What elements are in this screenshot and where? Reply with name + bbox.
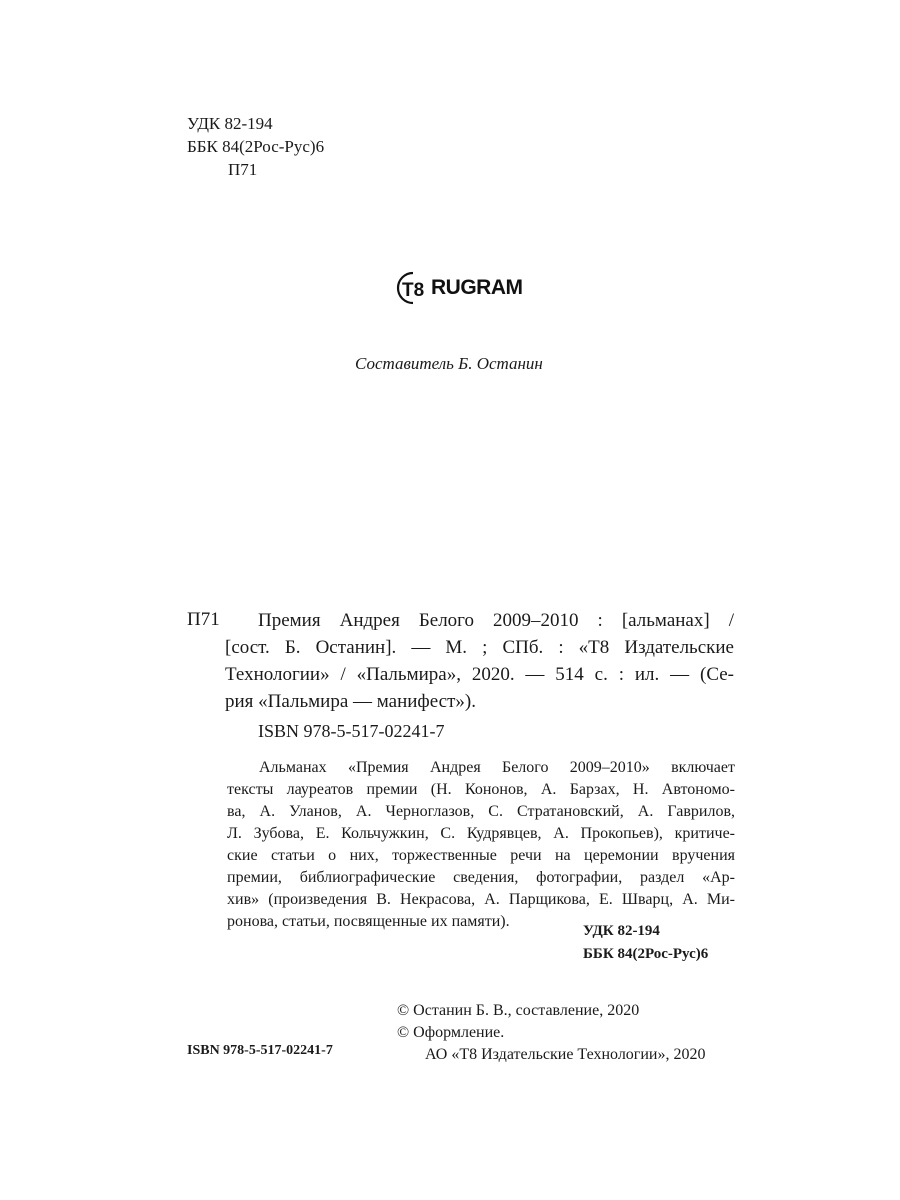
copyright-publisher: АО «Т8 Издательские Технологии», 2020 — [425, 1046, 706, 1063]
record-line: рия «Пальмира — манифест»). — [225, 691, 476, 712]
footer-udk-code: УДК 82-194 — [583, 923, 660, 939]
author-sign: П71 — [228, 160, 258, 179]
copyright-compiler: © Останин Б. В., составление, 2020 — [397, 1002, 640, 1019]
record-line: Технологии» / «Пальмира», 2020. — 514 с. : ил. — (Се- — [225, 664, 734, 685]
copyright-design: © Оформление. — [397, 1024, 505, 1041]
annotation — [227, 757, 735, 933]
publisher-logo — [393, 268, 523, 308]
bibliographic-record — [225, 607, 734, 715]
annotation-line: ские статьи о них, торжественные речи на церемонии вручения — [227, 847, 735, 864]
logo-mark: T8 — [402, 280, 425, 301]
annotation-line: хив» (произведения В. Некрасова, А. Парщикова, Е. Шварц, А. Ми- — [227, 891, 735, 908]
logo-text: RUGRAM — [431, 276, 523, 299]
annotation-line: премии, библиографические сведения, фотографии, раздел «Ар- — [227, 869, 735, 886]
t8-rugram-logo-icon — [393, 268, 429, 308]
udk-code: УДК 82-194 — [187, 114, 273, 133]
record-sign: П71 — [187, 609, 220, 630]
annotation-line: Л. Зубова, Е. Кольчужкин, С. Кудрявцев, А. Прокопьев), критиче- — [227, 825, 735, 842]
footer-bbk-code: ББК 84(2Рос-Рус)6 — [583, 946, 709, 962]
record-line: [сост. Б. Останин]. — М. ; СПб. : «Т8 Издательские — [225, 637, 734, 658]
record-line: Премия Андрея Белого 2009–2010 : [альманах] / — [258, 610, 734, 631]
footer-classification-codes — [583, 920, 708, 966]
annotation-line: ва, А. Уланов, А. Черноглазов, С. Стратановский, А. Гаврилов, — [227, 803, 735, 820]
isbn-bottom: ISBN 978-5-517-02241-7 — [187, 1043, 333, 1058]
compiler-credit: Составитель Б. Останин — [355, 354, 543, 373]
copyright-block — [397, 1000, 706, 1066]
classification-codes — [187, 112, 324, 181]
bbk-code: ББК 84(2Рос-Рус)6 — [187, 137, 325, 156]
record-isbn: ISBN 978-5-517-02241-7 — [258, 721, 445, 741]
annotation-line: тексты лауреатов премии (Н. Кононов, А. Барзах, Н. Автономо- — [227, 781, 735, 798]
annotation-line: ронова, статьи, посвященные их памяти). — [227, 913, 510, 930]
annotation-line: Альманах «Премия Андрея Белого 2009–2010» включает — [259, 759, 735, 776]
